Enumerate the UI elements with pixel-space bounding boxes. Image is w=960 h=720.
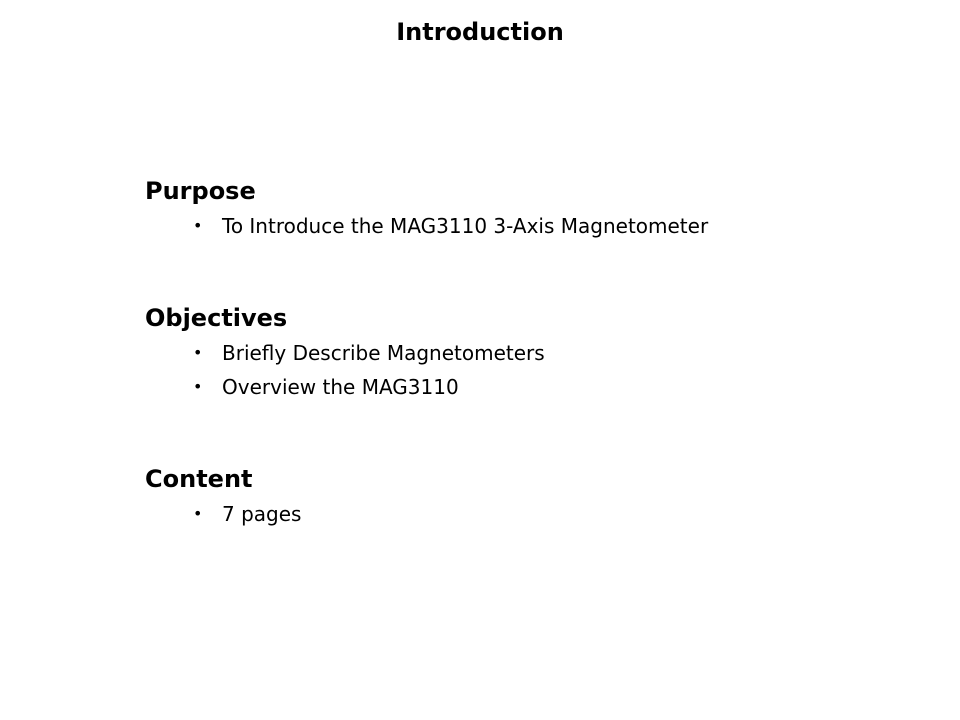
bullet-icon: • — [193, 377, 203, 396]
bullet-text: Briefly Describe Magnetometers — [222, 341, 545, 365]
bullet-text: 7 pages — [222, 502, 302, 526]
section-heading-content: Content — [145, 465, 253, 493]
slide-title: Introduction — [396, 18, 564, 46]
section-purpose — [145, 175, 708, 243]
bullet-item — [193, 370, 545, 404]
section-content — [145, 463, 301, 531]
bullet-item — [193, 209, 708, 243]
section-objectives — [145, 302, 545, 404]
bullet-list-objectives — [145, 336, 545, 404]
section-heading-purpose: Purpose — [145, 177, 256, 205]
bullet-text: To Introduce the MAG3110 3-Axis Magnetometer — [222, 214, 709, 238]
bullet-text: Overview the MAG3110 — [222, 375, 459, 399]
bullet-list-purpose — [145, 209, 708, 243]
bullet-item — [193, 497, 301, 531]
bullet-icon: • — [193, 343, 203, 362]
bullet-icon: • — [193, 504, 203, 523]
bullet-icon: • — [193, 216, 203, 235]
bullet-list-content — [145, 497, 301, 531]
bullet-item — [193, 336, 545, 370]
section-heading-objectives: Objectives — [145, 304, 288, 332]
